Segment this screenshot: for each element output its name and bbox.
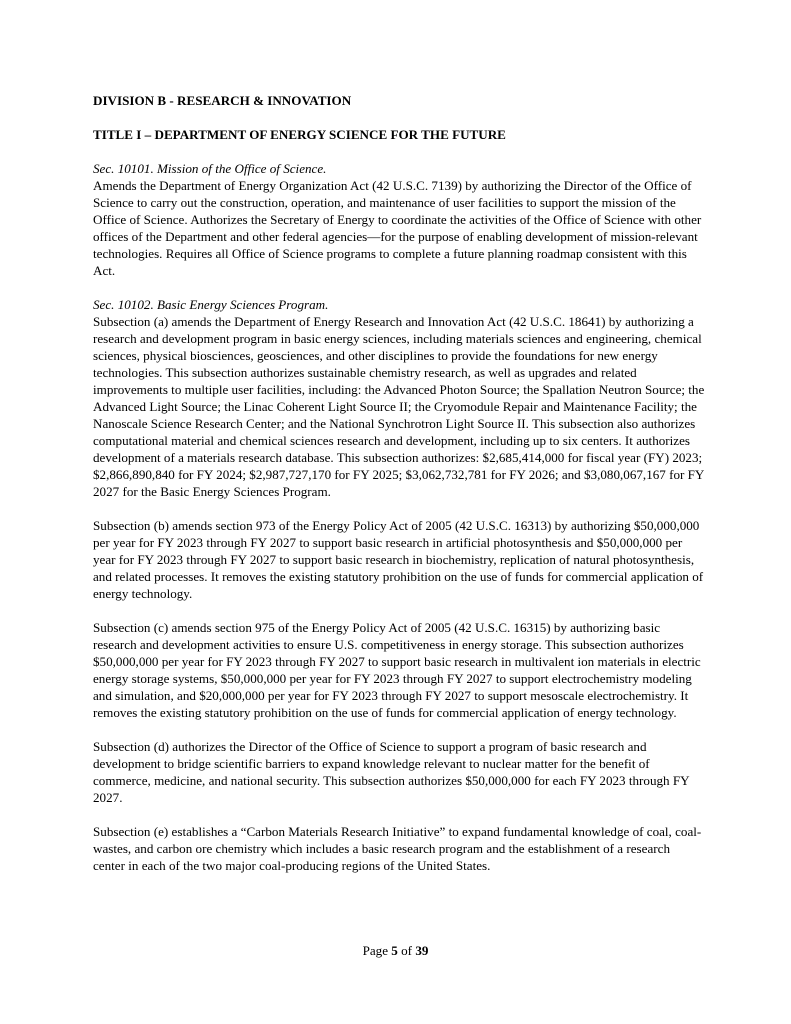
section-paragraph: Subsection (a) amends the Department of Energy Research and Innovation Act (42 U.S.C. 18641) by authorizing a research and development program in basic energy sciences, including materials sciences and engineering, chemical sciences, physical biosciences, geosciences, and other disciplines to provide the foundations for new energy technologies. This subsection authorizes sustainable chemistry research, as well as upgrades and related improvements to multiple user facilities, including: the Advanced Photon Source; the Spallation Neutron Source; the Advanced Light Source; the Linac Coherent Light Source II; the Cryomodule Repair and Maintenance Facility; the Nanoscale Science Research Center; and the National Synchrotron Light Source II. This subsection also authorizes computational material and chemical sciences research and development, including up to six centers. It authorizes development of a materials research database. This subsection authorizes: $2,685,414,000 for fiscal year (FY) 2023; $2,866,890,840 for FY 2024; $2,987,727,170 for FY 2025; $3,062,732,781 for FY 2026; and $3,080,067,167 for FY 2027 for the Basic Energy Sciences Program.: [93, 314, 705, 499]
section-10102: [93, 296, 705, 874]
page-footer: [0, 943, 791, 959]
section-10101: [93, 160, 705, 279]
section-paragraph: Amends the Department of Energy Organization Act (42 U.S.C. 7139) by authorizing the Director of the Office of Science to carry out the construction, operation, and maintenance of user facilities to support the mission of the Office of Science. Authorizes the Secretary of Energy to coordinate the activities of the Office of Science with other offices of the Department and other federal agencies—for the purpose of enabling development of mission-relevant technologies. Requires all Office of Science programs to complete a future planning roadmap consistent with this Act.: [93, 178, 702, 278]
page-word: Page: [362, 943, 389, 958]
division-heading: DIVISION B - RESEARCH & INNOVATION: [93, 93, 352, 108]
total-pages: 39: [415, 943, 429, 958]
section-heading: Sec. 10102. Basic Energy Sciences Program.: [93, 297, 329, 312]
section-paragraph: Subsection (e) establishes a “Carbon Materials Research Initiative” to expand fundamental knowledge of coal, coal-wastes, and carbon ore chemistry which includes a basic research program and the establishment of a research center in each of the two major coal-producing regions of the United States.: [93, 824, 702, 873]
section-paragraph: Subsection (c) amends section 975 of the Energy Policy Act of 2005 (42 U.S.C. 16315) by authorizing basic research and development activities to ensure U.S. competitiveness in energy storage. This subsection authorizes $50,000,000 per year for FY 2023 through FY 2027 to support basic research in multivalent ion materials in electric energy storage systems, $50,000,000 per year for FY 2023 through FY 2027 to support electrochemistry modeling and simulation, and $20,000,000 per year for FY 2023 through FY 2027 to support mesoscale electrochemistry. It removes the existing statutory prohibition on the use of funds for commercial application of energy technology.: [93, 620, 701, 720]
title-heading: TITLE I – DEPARTMENT OF ENERGY SCIENCE FOR THE FUTURE: [93, 127, 506, 142]
section-paragraph: Subsection (d) authorizes the Director of the Office of Science to support a program of basic research and development to bridge scientific barriers to expand knowledge relevant to nuclear matter for the benefit of commerce, medicine, and national security. This subsection authorizes $50,000,000 for each FY 2023 through FY 2027.: [93, 739, 690, 805]
section-paragraph: Subsection (b) amends section 973 of the Energy Policy Act of 2005 (42 U.S.C. 16313) by authorizing $50,000,000 per year for FY 2023 through FY 2027 to support basic research in artificial photosynthesis and $50,000,000 per year for FY 2023 through FY 2027 to support basic research in biochemistry, replication of natural photosynthesis, and related processes. It removes the existing statutory prohibition on the use of funds for commercial application of energy technology.: [93, 518, 704, 601]
of-word: of: [401, 943, 413, 958]
page-number: 5: [391, 943, 398, 958]
document-page: [93, 92, 705, 891]
section-heading: Sec. 10101. Mission of the Office of Science.: [93, 161, 327, 176]
